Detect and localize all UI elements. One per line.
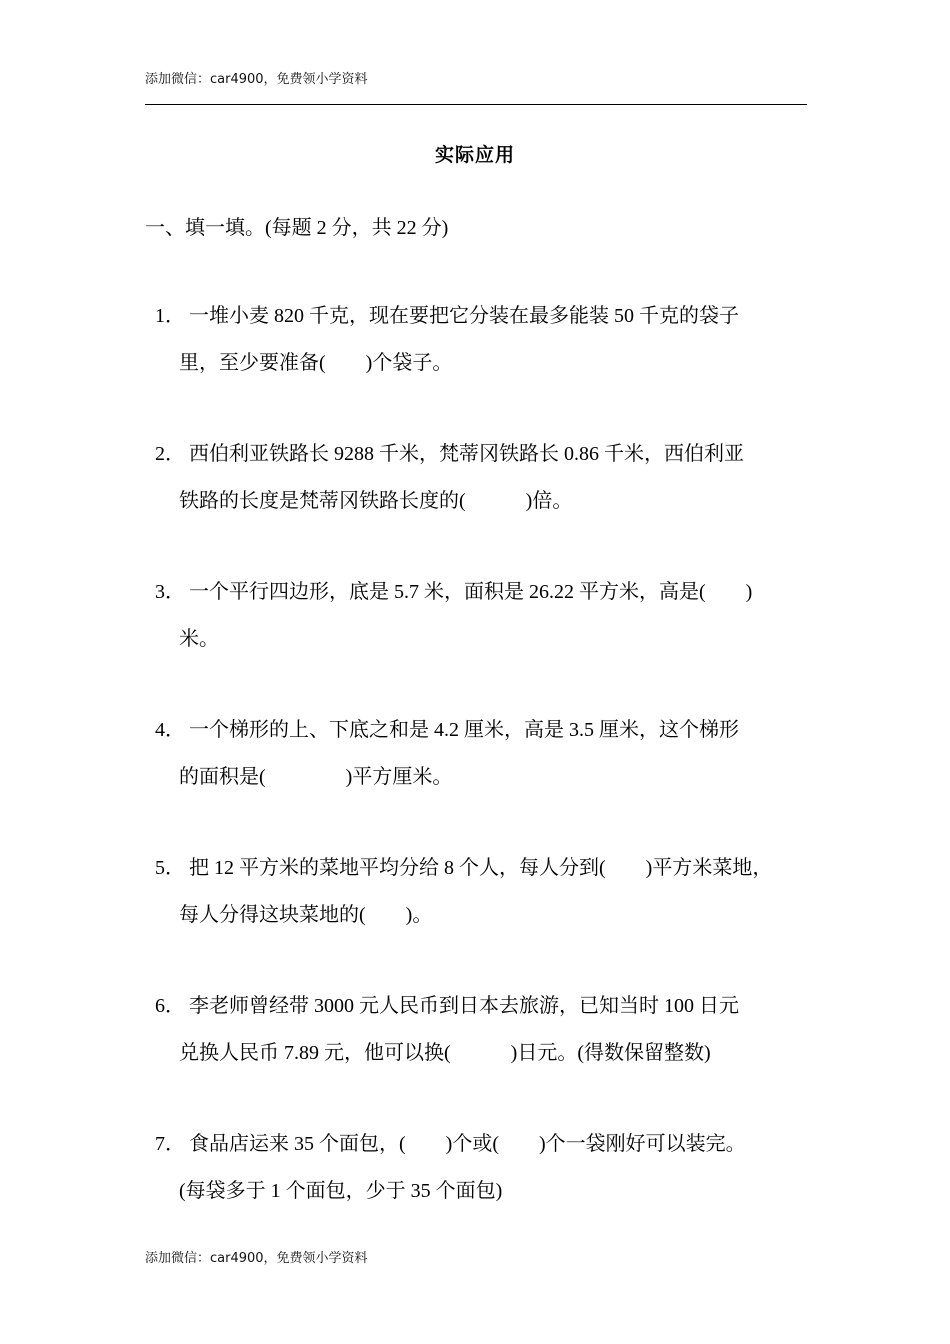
header-note: 添加微信：car4900，免费领小学资料 bbox=[145, 72, 368, 87]
question-6-line-2: 兑换人民币 7.89 元，他可以换( )日元。(得数保留整数) bbox=[179, 1042, 711, 1064]
footer-note: 添加微信：car4900，免费领小学资料 bbox=[145, 1251, 368, 1266]
question-3-line-2: 米。 bbox=[179, 628, 219, 650]
question-2-line-1 bbox=[145, 412, 744, 468]
question-text: 西伯利亚铁路长 9288 千米，梵蒂冈铁路长 0.86 千米，西伯利亚 bbox=[189, 443, 744, 465]
question-text: 食品店运来 35 个面包，( )个或( )个一袋刚好可以装完。 bbox=[189, 1133, 746, 1155]
question-7-line-2: (每袋多于 1 个面包，少于 35 个面包) bbox=[179, 1180, 503, 1202]
question-text: 一个平行四边形，底是 5.7 米，面积是 26.22 平方米，高是( ) bbox=[189, 581, 753, 603]
question-number: 7． bbox=[155, 1133, 185, 1155]
question-number: 3． bbox=[155, 581, 185, 603]
page-title: 实际应用 bbox=[434, 144, 515, 166]
question-4-line-1 bbox=[145, 688, 739, 744]
header-divider bbox=[145, 104, 807, 105]
section-heading: 一、填一填。(每题 2 分，共 22 分) bbox=[145, 217, 449, 239]
question-5-line-2: 每人分得这块菜地的( )。 bbox=[179, 904, 433, 926]
question-text: 把 12 平方米的菜地平均分给 8 个人，每人分到( )平方米菜地， bbox=[189, 857, 773, 879]
question-5-line-1 bbox=[145, 826, 772, 882]
question-number: 6． bbox=[155, 995, 185, 1017]
question-4-line-2: 的面积是( )平方厘米。 bbox=[179, 766, 453, 788]
question-3-line-1 bbox=[145, 550, 752, 606]
question-6-line-1 bbox=[145, 964, 739, 1020]
question-1-line-1 bbox=[145, 274, 739, 330]
question-number: 2． bbox=[155, 443, 185, 465]
question-text: 李老师曾经带 3000 元人民币到日本去旅游，已知当时 100 日元 bbox=[189, 995, 739, 1017]
question-number: 1． bbox=[155, 305, 185, 327]
question-2-line-2: 铁路的长度是梵蒂冈铁路长度的( )倍。 bbox=[179, 490, 573, 512]
question-text: 一个梯形的上、下底之和是 4.2 厘米，高是 3.5 厘米，这个梯形 bbox=[189, 719, 739, 741]
question-text: 一堆小麦 820 千克，现在要把它分装在最多能装 50 千克的袋子 bbox=[189, 305, 739, 327]
question-number: 4． bbox=[155, 719, 185, 741]
question-1-line-2: 里，至少要准备( )个袋子。 bbox=[179, 352, 453, 374]
question-7-line-1 bbox=[145, 1102, 746, 1158]
question-number: 5． bbox=[155, 857, 185, 879]
